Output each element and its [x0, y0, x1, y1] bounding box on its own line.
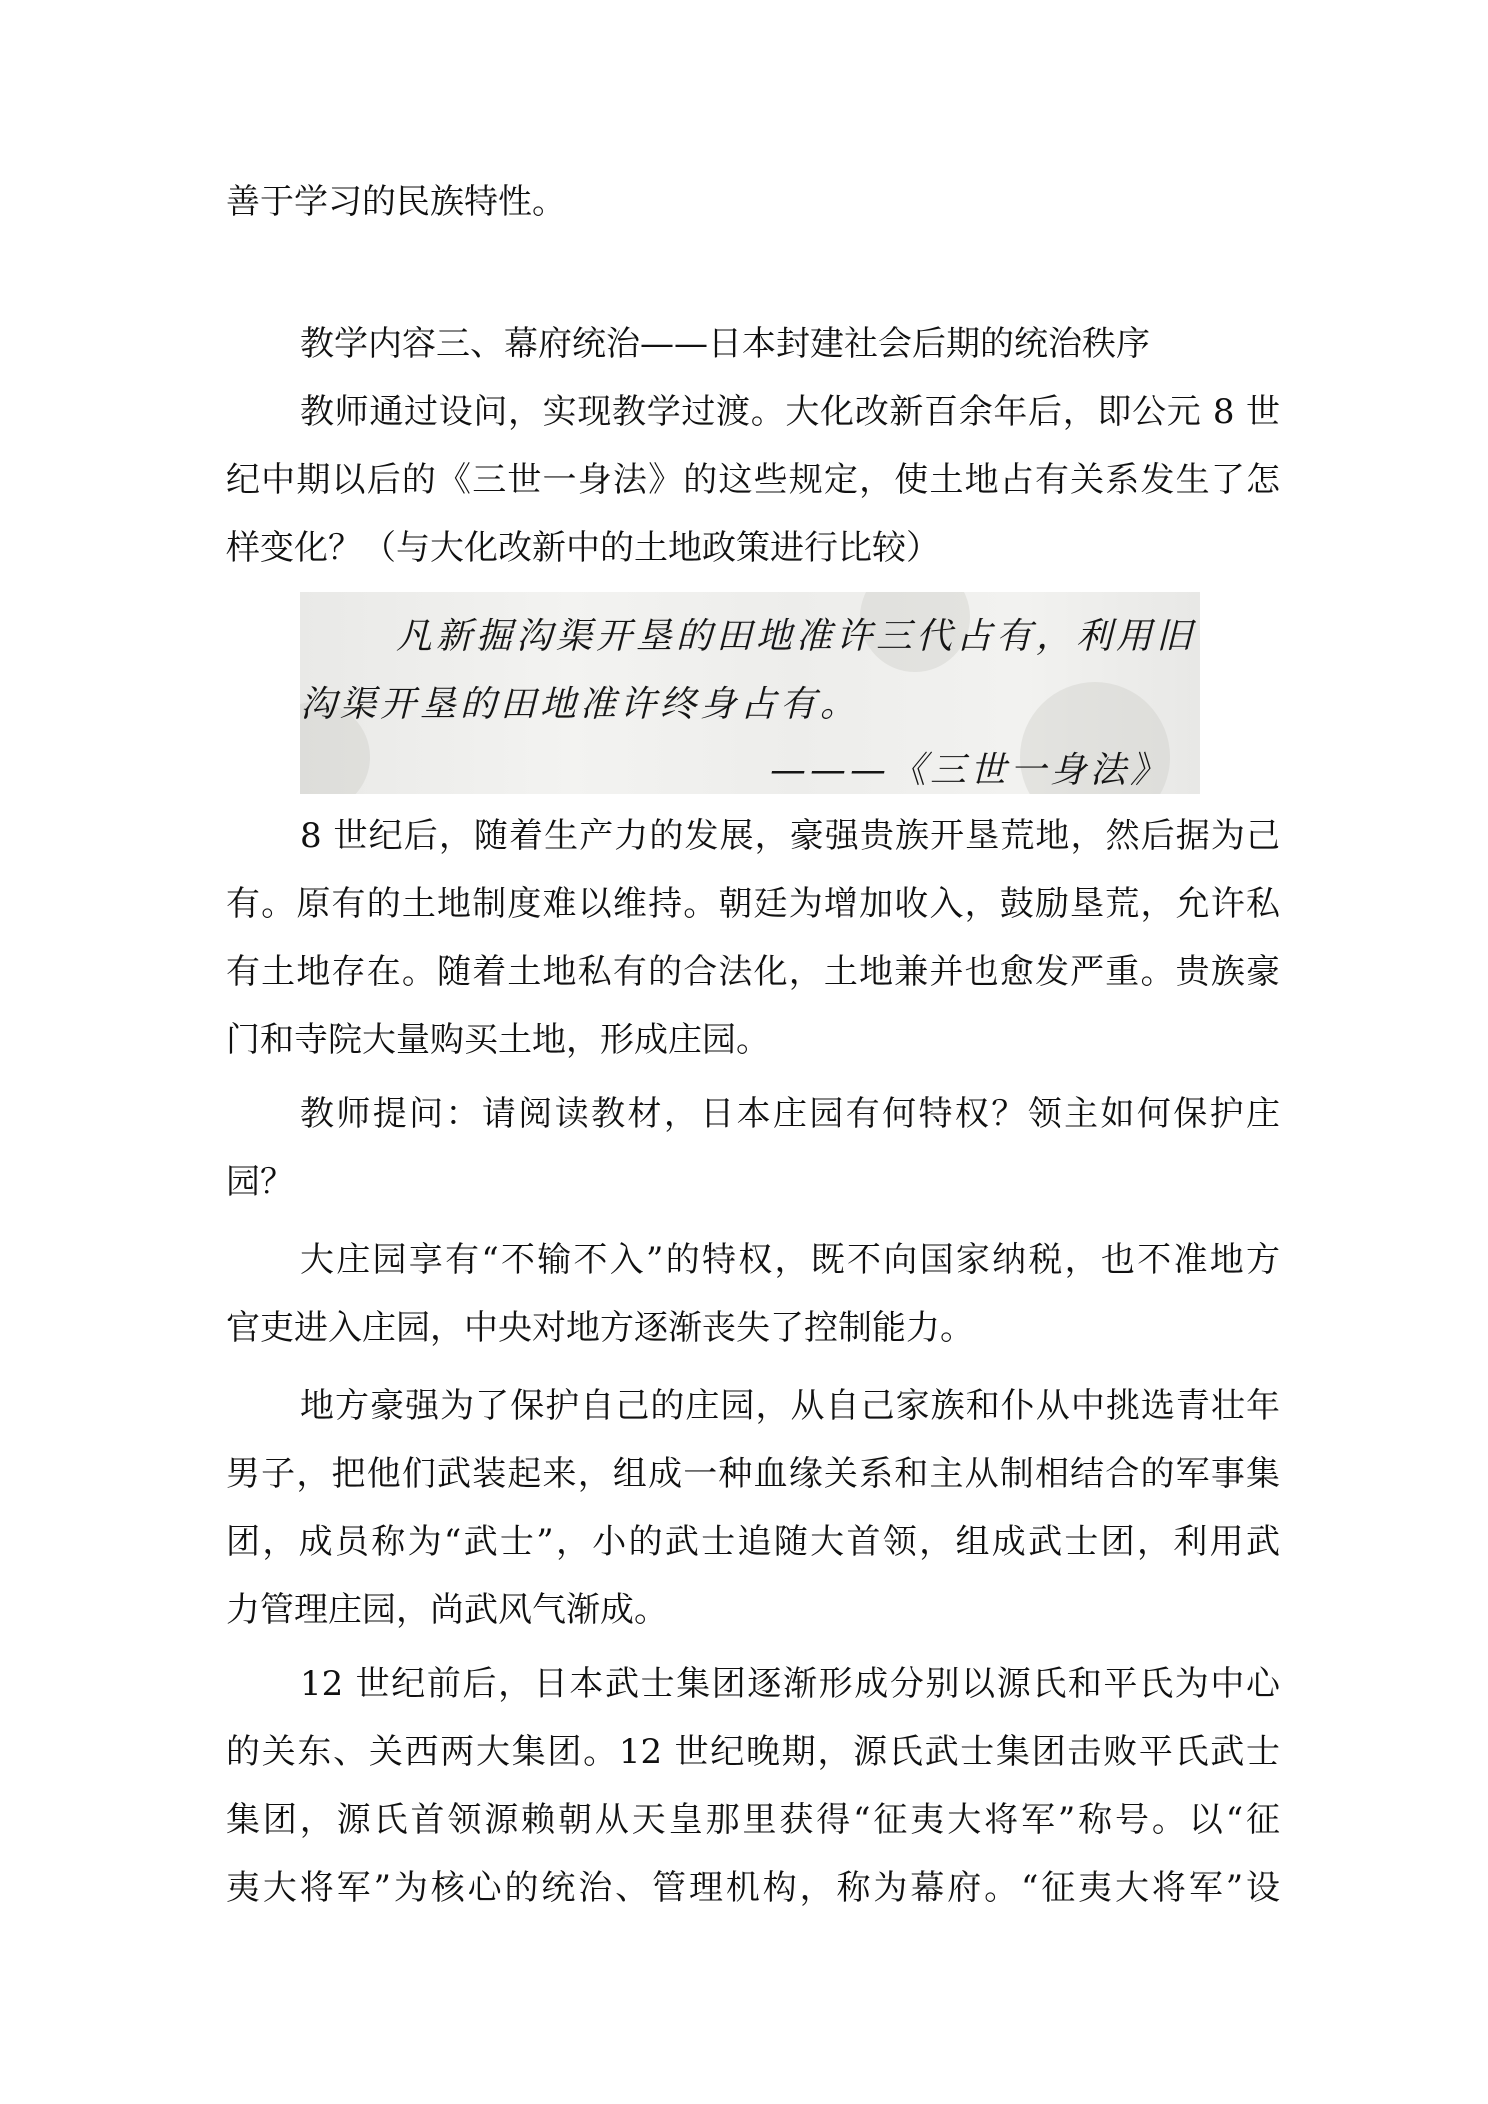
paragraph-line: 大庄园享有“不输不入”的特权，既不向国家纳税，也不准地方: [300, 1240, 1280, 1280]
section-heading: 教学内容三、幕府统治——日本封建社会后期的统治秩序: [300, 324, 1150, 364]
paragraph-line: 善于学习的民族特性。: [226, 182, 566, 222]
paragraph-line: 男子，把他们武装起来，组成一种血缘关系和主从制相结合的军事集: [226, 1454, 1280, 1494]
paragraph-line: 教师通过设问，实现教学过渡。大化改新百余年后，即公元 8 世: [300, 392, 1280, 432]
paragraph-line: 纪中期以后的《三世一身法》的这些规定，使土地占有关系发生了怎: [226, 460, 1280, 500]
paragraph-line: 教师提问：请阅读教材，日本庄园有何特权？领主如何保护庄: [300, 1094, 1280, 1134]
paragraph-line: 团，成员称为“武士”，小的武士追随大首领，组成武士团，利用武: [226, 1522, 1280, 1562]
paragraph-line: 地方豪强为了保护自己的庄园，从自己家族和仆从中挑选青壮年: [300, 1386, 1280, 1426]
paragraph-line: 有。原有的土地制度难以维持。朝廷为增加收入，鼓励垦荒，允许私: [226, 884, 1280, 924]
paragraph-line: 集团，源氏首领源赖朝从天皇那里获得“征夷大将军”称号。以“征: [226, 1800, 1280, 1840]
paragraph-line: 有土地存在。随着土地私有的合法化，土地兼并也愈发严重。贵族豪: [226, 952, 1280, 992]
quote-line: 沟渠开垦的田地准许终身占有。: [300, 684, 861, 725]
paragraph-line: 8 世纪后，随着生产力的发展，豪强贵族开垦荒地，然后据为己: [300, 816, 1280, 856]
paragraph-line: 门和寺院大量购买土地，形成庄园。: [226, 1020, 770, 1060]
paragraph-line: 夷大将军”为核心的统治、管理机构，称为幕府。“征夷大将军”设: [226, 1868, 1280, 1908]
paragraph-line: 样变化？（与大化改新中的土地政策进行比较）: [226, 528, 940, 568]
paragraph-line: 官吏进入庄园，中央对地方逐渐丧失了控制能力。: [226, 1308, 974, 1348]
paragraph-line: 力管理庄园，尚武风气渐成。: [226, 1590, 668, 1630]
quote-image: [300, 592, 1200, 794]
paragraph-line: 12 世纪前后，日本武士集团逐渐形成分别以源氏和平氏为中心: [300, 1664, 1280, 1704]
quote-source: ———《三世一身法》: [770, 750, 1171, 791]
quote-line: 凡新掘沟渠开垦的田地准许三代占有，利用旧: [396, 616, 1197, 657]
paragraph-line: 园？: [226, 1162, 294, 1202]
paragraph-line: 的关东、关西两大集团。12 世纪晚期，源氏武士集团击败平氏武士: [226, 1732, 1280, 1772]
